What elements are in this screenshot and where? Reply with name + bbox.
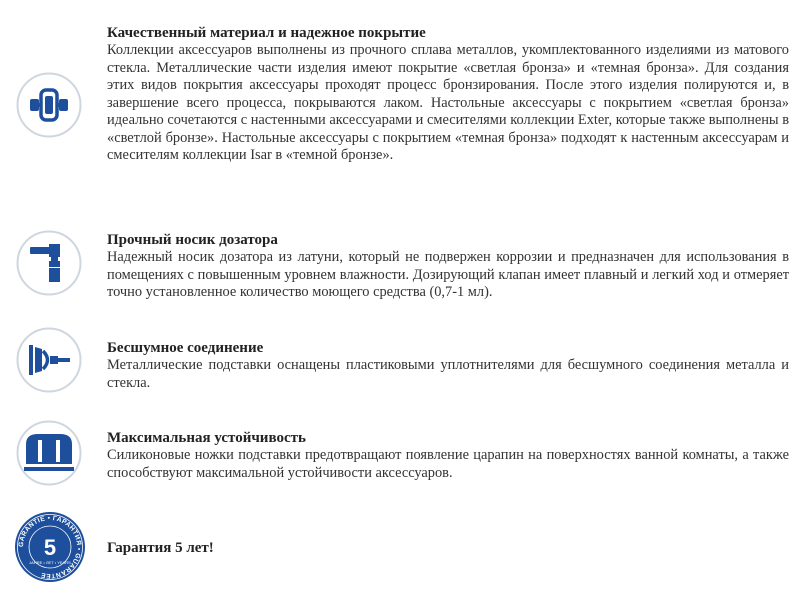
stability-feet-icon	[16, 420, 82, 486]
feature-text	[107, 430, 789, 482]
guarantee-inner-text: JAHRE • ЛЕТ • YEARS	[29, 560, 71, 565]
guarantee-ring-text: GARANTIE • ГАРАНТИЯ • GUARANTEE	[17, 514, 83, 580]
feature-description: Коллекции аксессуаров выполнены из прочного сплава металлов, укомплектованного изделиями из матового стекла. Металлические части изделия имеют покрытие «светлая бронза» и «темная бронза». Для создания этих видов покрытия аксессуары проходят процесс бронзирования. После этого изделия полируются и, в завершение всего процесса, покрываются лаком. Настольные аксессуары с покрытием «светлая бронза» идеально сочетаются с настенными аксессуарами и смесителями коллекции Exter, которые также выполнены в «светлой бронзе». Настольные аксессуары с покрытием «темная бронза» подходят к настенным аксессуарам и смесителям коллекции Isar в «темной бронзе».	[107, 42, 789, 163]
feature-title: Гарантия 5 лет!	[107, 540, 214, 556]
feature-description: Силиконовые ножки подставки предотвращают появление царапин на поверхностях ванной комнаты, а также способствуют максимальной устойчивости аксессуаров.	[107, 447, 789, 481]
guarantee-5-years-seal-icon	[14, 511, 86, 583]
feature-text	[107, 540, 789, 557]
feature-text	[107, 340, 789, 392]
feature-title: Максимальная устойчивость	[107, 430, 306, 446]
feature-description: Металлические подставки оснащены пластиковыми уплотнителями для бесшумного соединения металла и стекла.	[107, 357, 789, 391]
feature-title: Качественный материал и надежное покрытие	[107, 25, 426, 41]
feature-text	[107, 232, 789, 302]
feature-description: Надежный носик дозатора из латуни, который не подвержен коррозии и предназначен для использования в помещениях с повышенным уровнем влажности. Дозирующий клапан имеет плавный и легкий ход и отмеряет точно установленное количество моющего средства (0,7-1 мл).	[107, 249, 789, 300]
dispenser-spout-icon	[16, 230, 82, 296]
feature-text	[107, 25, 789, 165]
silent-connection-icon	[16, 327, 82, 393]
feature-title: Бесшумное соединение	[107, 340, 264, 356]
bronze-coating-icon	[16, 72, 82, 138]
feature-title: Прочный носик дозатора	[107, 232, 278, 248]
guarantee-years-number: 5	[43, 535, 57, 560]
